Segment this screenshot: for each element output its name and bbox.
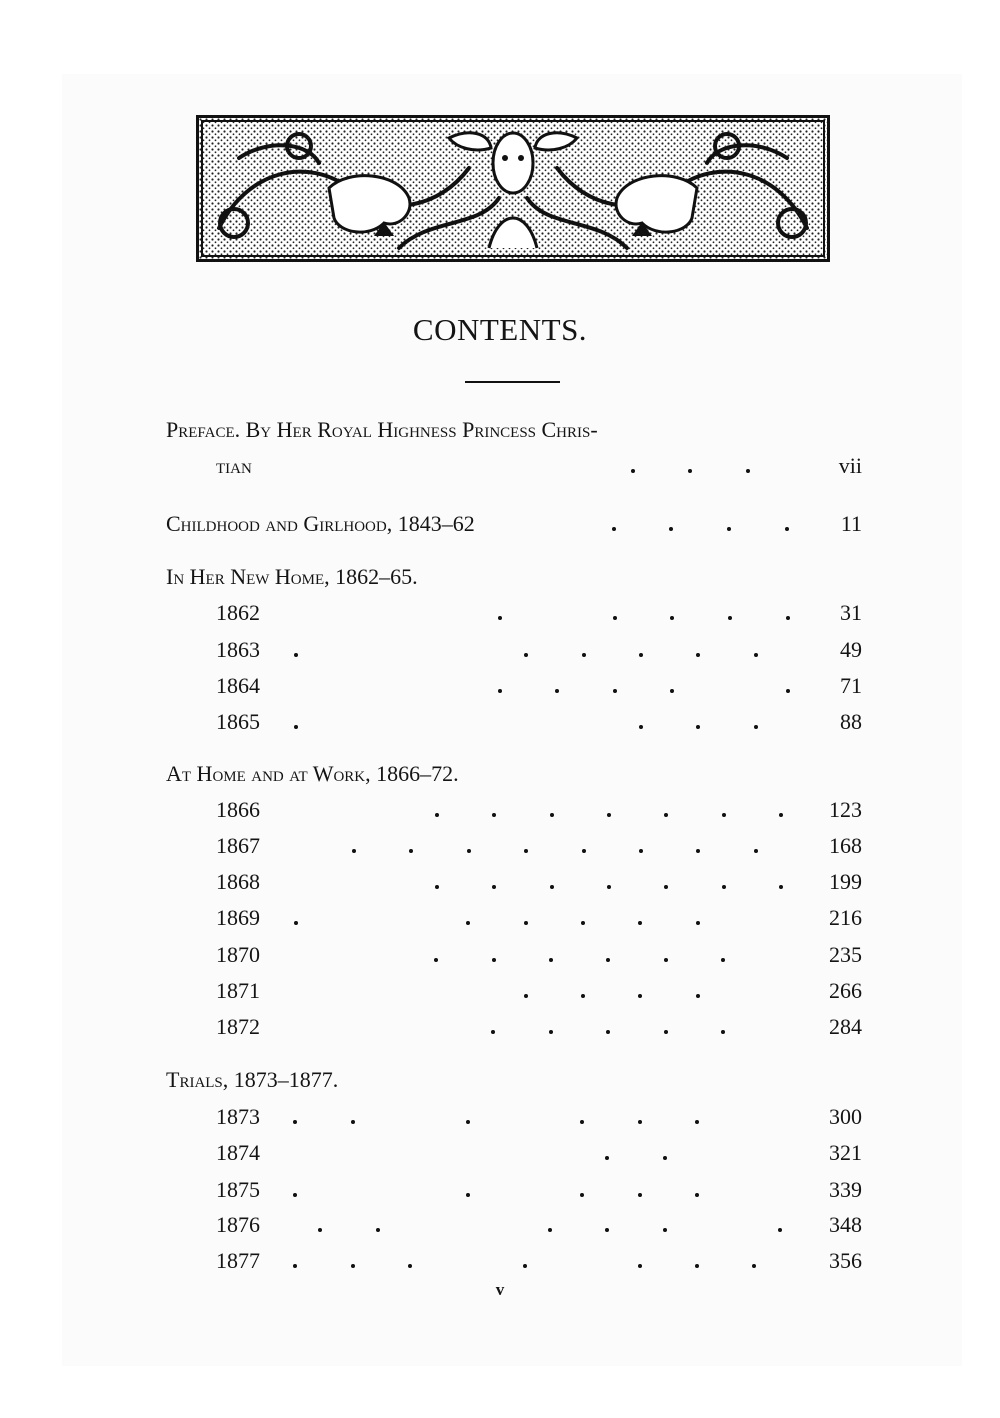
toc-page-number: 300 (829, 1104, 862, 1129)
leader-dot (606, 958, 610, 962)
toc-row-1862 (0, 596, 1000, 630)
leader-dot (746, 469, 750, 473)
leader-dot (523, 1264, 527, 1268)
leader-dot (467, 849, 471, 853)
toc-year: 1870 (216, 942, 260, 967)
toc-row-1867 (0, 829, 1000, 863)
toc-row-1873 (0, 1100, 1000, 1134)
toc-page-number: 339 (829, 1177, 862, 1202)
leader-dot (664, 958, 668, 962)
leader-dot (639, 849, 643, 853)
leader-dot (638, 1120, 642, 1124)
leader-dot (696, 725, 700, 729)
leader-dot (722, 885, 726, 889)
leader-dot (434, 958, 438, 962)
toc-row-at-home (0, 757, 1000, 791)
leader-dot (606, 1030, 610, 1034)
leader-dot (492, 958, 496, 962)
leader-dot (293, 1193, 297, 1197)
toc-page-number: 88 (840, 709, 862, 734)
leader-dot (549, 1030, 553, 1034)
leader-dot (639, 725, 643, 729)
leader-dot (688, 469, 692, 473)
leader-dot (294, 653, 298, 657)
leader-dot (408, 1264, 412, 1268)
leader-dot (778, 1228, 782, 1232)
leader-dot (754, 653, 758, 657)
toc-page-number: 266 (829, 978, 862, 1003)
leader-dot (695, 1193, 699, 1197)
leader-dot (695, 1264, 699, 1268)
toc-page-number: 71 (840, 673, 862, 698)
leader-dot (786, 616, 790, 620)
toc-page-number: 348 (829, 1212, 862, 1237)
leader-dot (492, 885, 496, 889)
floral-headband-ornament-icon (196, 115, 830, 262)
toc-chapter-label: Trials, 1873–1877. (166, 1067, 339, 1092)
toc-row-preface-heading (0, 413, 1000, 447)
page-title: CONTENTS. (412, 312, 588, 347)
leader-dot (580, 1120, 584, 1124)
leader-dot (639, 653, 643, 657)
leader-dot (779, 885, 783, 889)
toc-row-1864 (0, 669, 1000, 703)
leader-dot (696, 849, 700, 853)
title-rule (465, 381, 560, 383)
leader-dot (492, 813, 496, 817)
toc-page-number: 11 (840, 511, 862, 536)
leader-dot (728, 616, 732, 620)
toc-chapter-label: In Her New Home, 1862–65. (166, 564, 418, 589)
leader-dot (605, 1156, 609, 1160)
leader-dot (754, 725, 758, 729)
leader-dot (548, 1228, 552, 1232)
toc-row-1868 (0, 865, 1000, 899)
leader-dot (605, 1228, 609, 1232)
toc-preface-label: Preface. By Her Royal Highness Princess Chris- (166, 417, 598, 442)
leader-dot (670, 616, 674, 620)
leader-dot (524, 653, 528, 657)
leader-dot (664, 885, 668, 889)
toc-year: 1862 (216, 600, 260, 625)
leader-dot (721, 958, 725, 962)
toc-year: 1875 (216, 1177, 260, 1202)
toc-year: 1867 (216, 833, 260, 858)
toc-page-number: 321 (829, 1140, 862, 1165)
toc-chapter-label: Childhood and Girlhood, 1843–62 (166, 511, 475, 536)
leader-dot (498, 689, 502, 693)
leader-dot (293, 1120, 297, 1124)
leader-dot (607, 885, 611, 889)
leader-dot (435, 813, 439, 817)
toc-row-1875 (0, 1173, 1000, 1207)
toc-year: 1872 (216, 1014, 260, 1039)
leader-dot (670, 689, 674, 693)
page-number: v (495, 1280, 505, 1299)
leader-dot (752, 1264, 756, 1268)
leader-dot (613, 616, 617, 620)
toc-year: 1863 (216, 637, 260, 662)
toc-row-1865 (0, 705, 1000, 739)
leader-dot (524, 849, 528, 853)
toc-row-1863 (0, 633, 1000, 667)
toc-year: 1869 (216, 905, 260, 930)
leader-dot (607, 813, 611, 817)
leader-dot (409, 849, 413, 853)
toc-row-new-home (0, 560, 1000, 594)
leader-dot (696, 653, 700, 657)
toc-page-number: 356 (829, 1248, 862, 1273)
leader-dot (695, 1120, 699, 1124)
toc-row-preface (0, 449, 1000, 483)
toc-year: 1868 (216, 869, 260, 894)
leader-dot (613, 689, 617, 693)
leader-dot (498, 616, 502, 620)
toc-row-1876 (0, 1208, 1000, 1242)
leader-dot (581, 921, 585, 925)
leader-dot (786, 689, 790, 693)
leader-dot (779, 813, 783, 817)
toc-year: 1865 (216, 709, 260, 734)
leader-dot (631, 469, 635, 473)
leader-dot (294, 921, 298, 925)
leader-dot (638, 921, 642, 925)
leader-dot (549, 958, 553, 962)
leader-dot (664, 1030, 668, 1034)
toc-year: 1873 (216, 1104, 260, 1129)
toc-row-1870 (0, 938, 1000, 972)
toc-year: 1864 (216, 673, 260, 698)
toc-year: 1874 (216, 1140, 260, 1165)
toc-page-number: 49 (840, 637, 862, 662)
leader-dot (638, 994, 642, 998)
toc-row-trials (0, 1063, 1000, 1097)
toc-page-number: 168 (829, 833, 862, 858)
leader-dot (293, 1264, 297, 1268)
leader-dot (352, 849, 356, 853)
toc-chapter-label: At Home and at Work, 1866–72. (166, 761, 459, 786)
toc-page-number: 123 (829, 797, 862, 822)
leader-dot (466, 1193, 470, 1197)
toc-row-1877 (0, 1244, 1000, 1278)
toc-row-childhood (0, 507, 1000, 541)
toc-row-1866 (0, 793, 1000, 827)
leader-dot (638, 1193, 642, 1197)
leader-dot (664, 813, 668, 817)
leader-dot (727, 527, 731, 531)
leader-dot (376, 1228, 380, 1232)
leader-dot (294, 725, 298, 729)
toc-preface-label-cont: tian (216, 453, 252, 478)
leader-dot (580, 1193, 584, 1197)
leader-dot (524, 921, 528, 925)
toc-row-1871 (0, 974, 1000, 1008)
toc-year: 1866 (216, 797, 260, 822)
leader-dot (466, 921, 470, 925)
toc-page-number: 31 (840, 600, 862, 625)
leader-dot (669, 527, 673, 531)
leader-dot (663, 1228, 667, 1232)
toc-page-number: 199 (829, 869, 862, 894)
leader-dot (582, 653, 586, 657)
leader-dot (435, 885, 439, 889)
leader-dot (550, 813, 554, 817)
toc-year: 1877 (216, 1248, 260, 1273)
toc-page-number: vii (838, 453, 862, 478)
leader-dot (550, 885, 554, 889)
leader-dot (638, 1264, 642, 1268)
toc-row-1874 (0, 1136, 1000, 1170)
leader-dot (466, 1120, 470, 1124)
leader-dot (612, 527, 616, 531)
leader-dot (721, 1030, 725, 1034)
toc-row-1872 (0, 1010, 1000, 1044)
leader-dot (491, 1030, 495, 1034)
leader-dot (555, 689, 559, 693)
leader-dot (581, 994, 585, 998)
leader-dot (351, 1264, 355, 1268)
toc-page-number: 235 (829, 942, 862, 967)
leader-dot (582, 849, 586, 853)
leader-dot (663, 1156, 667, 1160)
toc-year: 1871 (216, 978, 260, 1003)
leader-dot (754, 849, 758, 853)
leader-dot (785, 527, 789, 531)
leader-dot (318, 1228, 322, 1232)
leader-dot (696, 921, 700, 925)
leader-dot (722, 813, 726, 817)
toc-row-1869 (0, 901, 1000, 935)
leader-dot (524, 994, 528, 998)
toc-year: 1876 (216, 1212, 260, 1237)
leader-dot (696, 994, 700, 998)
toc-page-number: 216 (829, 905, 862, 930)
toc-page-number: 284 (829, 1014, 862, 1039)
leader-dot (351, 1120, 355, 1124)
